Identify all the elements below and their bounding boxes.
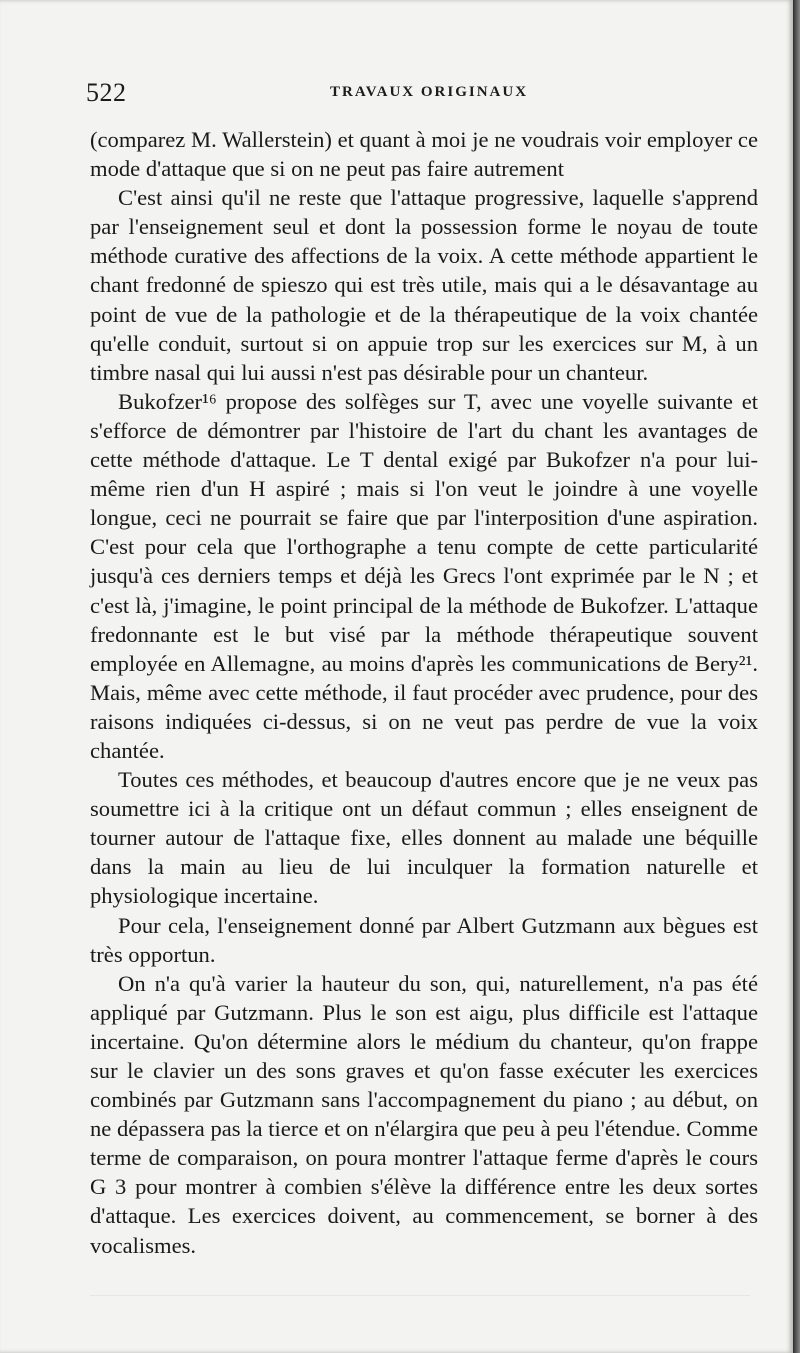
paragraph-4: Toutes ces méthodes, et beaucoup d'autres encore que je ne veux pas soumettre ici à la critique ont un défaut commun ; elles enseignent de tourner autour de l'attaque fixe, elles donnent au malade une béquille dans la main au lieu de lui inculquer la formation naturelle et physiologique incertaine. (90, 767, 758, 909)
page-number: 522 (86, 78, 127, 107)
running-head: TRAVAUX ORIGINAUX (330, 84, 529, 100)
paragraph-2: C'est ainsi qu'il ne reste que l'attaque progressive, laquelle s'apprend par l'enseignement seul et dont la possession forme le noyau de toute méthode curative des affections de la voix. A cette méthode appartient le chant fredonné de spieszo qui est très utile, mais qui a le désavantage au point de vue de la pathologie et de la thérapeutique de la voix chantée qu'elle conduit, surtout si on appuie trop sur les exercices sur M, à un timbre nasal qui lui aussi n'est pas désirable pour un chanteur. (90, 185, 758, 385)
page-header (86, 78, 766, 108)
paragraph-5: Pour cela, l'enseignement donné par Albert Gutzmann aux bègues est très opportun. (90, 912, 758, 967)
paragraph-3: Bukofzer¹⁶ propose des solfèges sur T, avec une voyelle suivante et s'efforce de démontrer par l'histoire de l'art du chant les avantages de cette méthode d'attaque. Le T dental exigé par Bukofzer n'a pour lui-même rien d'un H aspiré ; mais si l'on veut le joindre à une voyelle longue, ceci ne pourrait se faire que par l'interposition d'une aspiration. C'est pour cela que l'orthographe a tenu compte de cette particularité jusqu'à ces derniers temps et déjà les Grecs l'ont exprimée par le N ; et c'est là, j'imagine, le point principal de la méthode de Bukofzer. L'attaque fredonnante est le but visé par la méthode thérapeutique souvent employée en Allemagne, au moins d'après les communications de Bery²¹. Mais, même avec cette méthode, il faut procéder avec prudence, pour des raisons indiquées ci-dessus, si on ne veut pas perdre de vue la voix chantée. (90, 388, 758, 763)
page-bottom-rule (90, 1295, 750, 1296)
body-text (90, 125, 758, 1260)
book-spine-shadow (793, 0, 800, 1353)
paragraph-6: On n'a qu'à varier la hauteur du son, qui, naturellement, n'a pas été appliqué par Gutzmann. Plus le son est aigu, plus difficile est l'attaque incertaine. Qu'on détermine alors le médium du chanteur, qu'on frappe sur le clavier un des sons graves et qu'on fasse exécuter les exercices combinés par Gutzmann sans l'accompagnement du piano ; au début, on ne dépassera pas la tierce et on n'élargira que peu à peu l'étendue. Comme terme de comparaison, on poura montrer l'attaque ferme d'après le cours G 3 pour montrer à combien s'élève la différence entre les deux sortes d'attaque. Les exercices doivent, au commencement, se borner à des vocalismes. (90, 970, 758, 1258)
paragraph-1: (comparez M. Wallerstein) et quant à moi je ne voudrais voir employer ce mode d'attaque que si on ne peut pas faire autrement (90, 127, 758, 182)
